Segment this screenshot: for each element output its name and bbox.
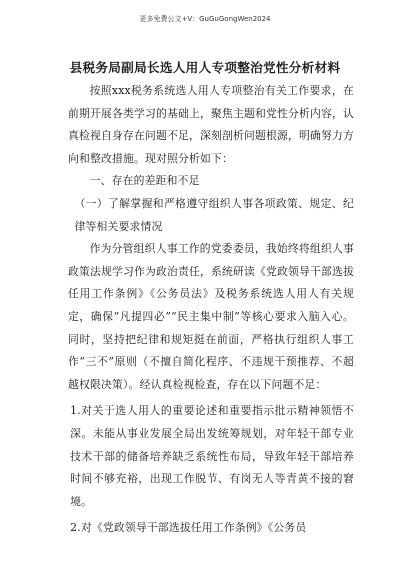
document-body — [68, 80, 354, 540]
header-note: 更多免费公文+V：GuGuGongWen2024 — [139, 15, 271, 23]
intro-paragraph: 按照xxx税务系统选人用人专项整治有关工作要求，在前期开展各类学习的基础上，聚焦主题和党性分析内容，认真检视自身存在问题不足，深刻剖析问题根源，明确努力方向和整改措施。现对照分析如下： — [68, 84, 354, 165]
body-paragraph: 作为分管组织人事工作的党委委员，我始终将组织人事政策法规学习作为政治责任，系统研读《党政领导干部选拔任用工作条例》《公务员法》及税务系统选人用人有关规定，确保“凡提四必”“民主集中制”等核心要求入脑入心。同时，坚持把纪律和规矩挺在前面，严格执行组织人事工作“三不”原则（不擅自简化程序、不违规干预推荐、不超越权限决策）。经认真检视检查，存在以下问题不足： — [68, 242, 354, 391]
section-heading: 一、存在的差距和不足 — [89, 174, 200, 188]
numbered-item-2: 2.对《党政领导干部选拔任用工作条例》《公务员 — [70, 521, 307, 535]
numbered-item-1: 1.对关于选人用人的重要论述和重要指示批示精神领悟不深。未能从事业发展全局出发统筹规划，对年轻干部专业技术干部的储备培养缺乏系统性布局，导致年轻干部培养时间不够充裕，出现工作脱节、有岗无人等青黄不接的窘境。 — [70, 404, 354, 508]
subsection-heading: （一）了解掌握和严格遵守组织人事各项政策、规定、纪律等相关要求情况 — [74, 196, 354, 233]
document-title: 县税务局副局长选人用人专项整治党性分析材料 — [69, 60, 341, 75]
